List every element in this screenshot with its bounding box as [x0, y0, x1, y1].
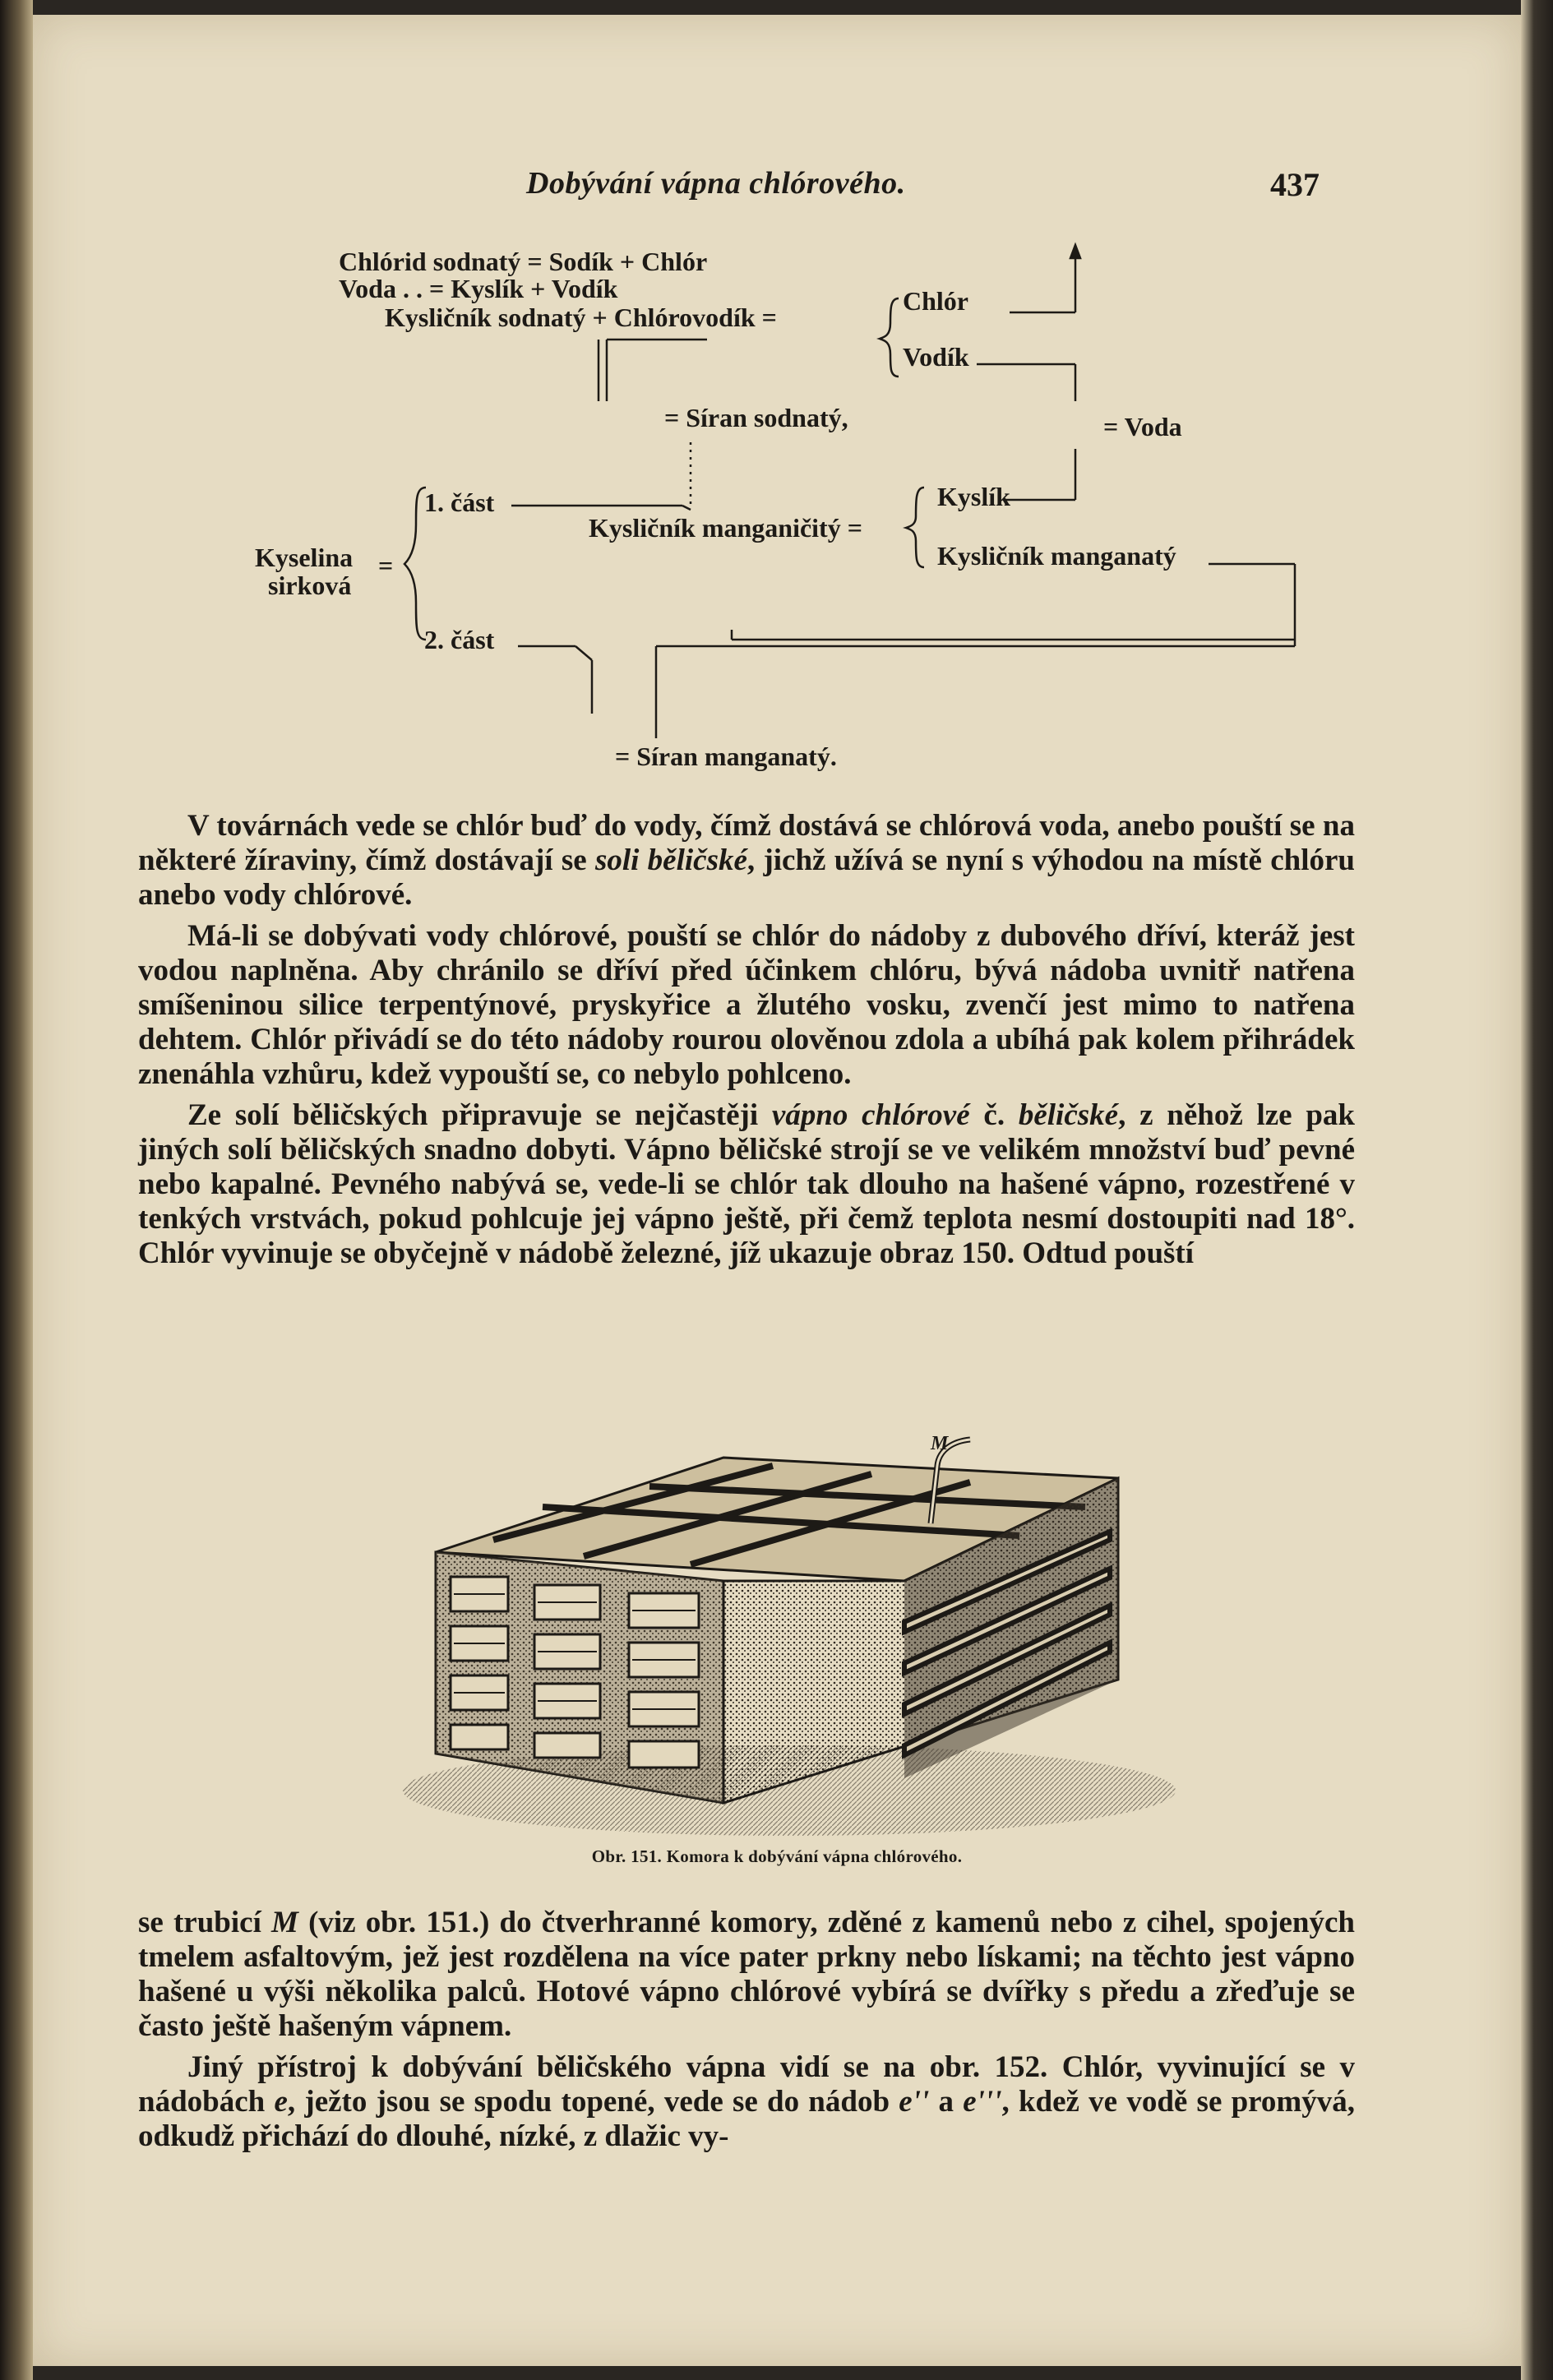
running-title: Dobývání vápna chlórového. — [526, 166, 906, 201]
p3-emphasis-1: vápno chlórové — [771, 1098, 970, 1132]
paragraph-3 — [138, 1098, 1355, 1271]
p5-emphasis-1: e — [274, 2085, 288, 2119]
scheme-chlor-right: Chlór — [903, 286, 968, 316]
reaction-scheme — [33, 15, 1521, 788]
p3-emphasis-2: běličské — [1018, 1098, 1119, 1132]
p3-text-b: , z něhož lze pak jiných solí běličských snadno dobyti. Vápno běličské strojí se ve velikém množství buď pevné nebo kapalné. Pevného nabývá se, vede-li se chlór tak dlouho na hašené vápno, rozestřené v tenkých vrstvách, pokud pohlcuje jej vápno ještě, při čemž teplota nesmí dostoupiti nad 18°. Chlór vyvinuje se obyčejně v nádobě železné, jíž ukazuje obraz 150. Odtud pouští — [138, 1098, 1356, 1270]
scheme-row-chlorid: Chlórid sodnatý = Sodík + Chlór — [339, 247, 708, 276]
figure-151-chamber — [378, 1416, 1192, 1844]
scheme-row-kyslicnik-sodnaty: Kysličník sodnatý + Chlórovodík = — [385, 303, 777, 332]
scheme-row-voda: Voda . . = Kyslík + Vodík — [339, 274, 618, 303]
scheme-kyslicnik-manganaty: Kysličník manganatý — [937, 541, 1176, 571]
scheme-kyselina-eq: = — [378, 551, 394, 580]
book-spine — [0, 0, 33, 2380]
paragraph-1 — [138, 809, 1355, 913]
scheme-siran-manganaty: = Síran manganatý. — [615, 742, 837, 771]
scheme-cast-1: 1. část — [424, 488, 495, 517]
page-number: 437 — [1270, 166, 1320, 203]
page-edge — [1521, 0, 1553, 2380]
scheme-sirkova: sirková — [268, 571, 352, 600]
scheme-kyslicnik-manganicity: Kysličník manganičitý = — [589, 513, 862, 543]
chamber-illustration — [378, 1416, 1192, 1844]
p1-text-a: V továrnách vede se chlór buď do vody, čímž dostává se chlórová voda, anebo pouští se na některé žíraviny, čímž dostávají se — [138, 809, 1355, 877]
text-section-upper — [138, 809, 1355, 1271]
p4-text-a: se trubicí — [138, 1906, 272, 1939]
scheme-voda-result: = Voda — [1103, 412, 1182, 441]
scheme-cast-2: 2. část — [424, 625, 495, 654]
scheme-kyselina: Kyselina — [255, 543, 354, 572]
p5-text-d: , kdež ve vodě se promývá, odkudž přichází do dlouhé, nízké, z dlažic vy- — [138, 2085, 1356, 2153]
p5-emphasis-3: e''' — [963, 2085, 1002, 2119]
scheme-kyslik-right: Kyslík — [937, 482, 1010, 511]
p5-text-c: a — [929, 2085, 964, 2119]
p5-text-b: , ježto jsou se spodu topené, vede se do nádob — [287, 2085, 899, 2119]
figure-label-m: M — [931, 1433, 949, 1454]
p1-text-b: , jichž užívá se nyní s výhodou na místě chlóru anebo vody chlórové. — [138, 843, 1355, 912]
p1-emphasis: soli běličské — [594, 843, 747, 877]
scheme-siran-sodnaty: = Síran sodnatý, — [664, 403, 848, 432]
p4-text-b: (viz obr. 151.) do čtverhranné komory, zděné z kamenů nebo z cihel, spojených tmelem asfaltovým, jež jest rozdělena na více pater prkny nebo lískami; na těchto jest vápno hašené u výši několika palců. Hotové vápno chlórové vybírá se dvířky s předu a zřeďuje se často ještě hašeným vápnem. — [138, 1906, 1355, 2043]
scheme-vodik-right: Vodík — [903, 342, 969, 372]
p5-emphasis-2: e'' — [899, 2085, 930, 2119]
p5-text-a: Jiný přístroj k dobývání běličského vápna vidí se na obr. 152. Chlór, vyvinující se v nádobách — [138, 2050, 1355, 2119]
paragraph-5 — [138, 2050, 1355, 2154]
paragraph-4 — [138, 1906, 1355, 2044]
p4-emphasis: M — [271, 1906, 298, 1939]
paragraph-2: Má-li se dobývati vody chlórové, pouští se chlór do nádoby z dubového dříví, kteráž jest vodou naplněna. Aby chránilo se dříví před účinkem chlóru, bývá nádoba uvnitř natřena smíšeninou silice terpentýnové, pryskyřice a žlutého vosku, zvenčí jest mimo to natřena dehtem. Chlór přivádí se do této nádoby rourou olověnou zdola a ubíhá pak kolem přihrádek znenáhla vzhůru, kdež vypouští se, co nebylo pohlceno. — [138, 919, 1355, 1091]
text-section-lower — [138, 1906, 1355, 2154]
book-page — [33, 15, 1521, 2366]
p3-text-a: Ze solí běličských připravuje se nejčastěji — [187, 1098, 772, 1132]
figure-caption: Obr. 151. Komora k dobývání vápna chlórového. — [591, 1846, 963, 1866]
scheme-lines — [33, 15, 1521, 788]
p3-text-mid: č. — [969, 1098, 1019, 1132]
